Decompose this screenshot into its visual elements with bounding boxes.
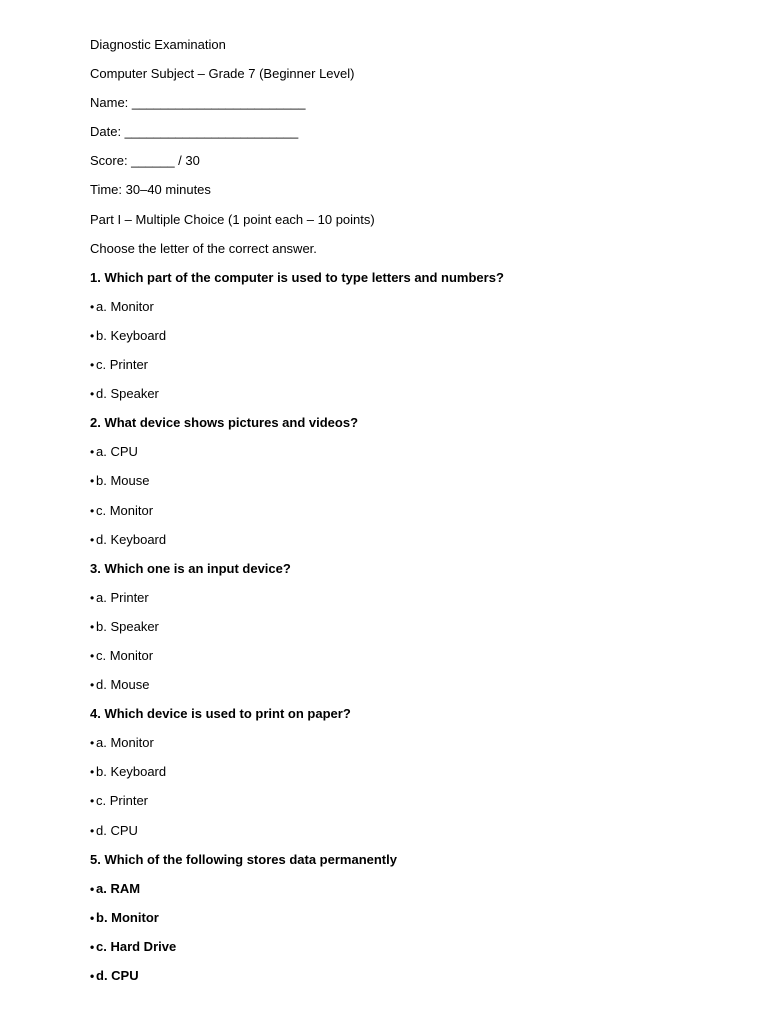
- q3-option-a: [90, 589, 730, 618]
- option-label: d. Speaker: [96, 386, 159, 402]
- q3-option-b: [90, 618, 730, 647]
- name-line: Name: ________________________: [90, 95, 306, 111]
- bullet-icon: •: [90, 358, 95, 373]
- option-label: c. Monitor: [96, 647, 154, 663]
- q3-option-c: [90, 647, 730, 676]
- q5-option-d: [90, 967, 730, 996]
- q4-option-d: [90, 822, 730, 851]
- bullet-icon: •: [90, 474, 95, 489]
- option-label: c. Hard Drive: [96, 938, 177, 954]
- option-label: d. CPU: [96, 968, 139, 983]
- option-label: a. Printer: [96, 589, 149, 605]
- option-label: c. Monitor: [96, 502, 154, 518]
- question-2: 2. What device shows pictures and videos?: [90, 415, 359, 431]
- bullet-icon: •: [90, 765, 95, 780]
- option-label: b. Keyboard: [96, 764, 167, 780]
- option-label: b. Monitor: [96, 909, 159, 925]
- exam-subject: Computer Subject – Grade 7 (Beginner Level): [90, 66, 355, 82]
- q4-option-a: [90, 734, 730, 763]
- exam-page: [90, 36, 730, 996]
- bullet-icon: •: [90, 736, 95, 751]
- bullet-icon: •: [90, 590, 95, 605]
- q2-option-a: [90, 443, 730, 472]
- q2-option-c: [90, 502, 730, 531]
- option-label: a. Monitor: [96, 735, 154, 751]
- date-line: Date: ________________________: [90, 124, 299, 140]
- bullet-icon: •: [90, 823, 95, 838]
- bullet-icon: •: [90, 619, 95, 634]
- time-line: Time: 30–40 minutes: [90, 182, 211, 198]
- option-label: b. Keyboard: [96, 327, 167, 343]
- bullet-icon: •: [90, 328, 95, 343]
- option-label: c. Printer: [96, 793, 149, 809]
- option-label: b. Mouse: [96, 473, 150, 489]
- exam-title: Diagnostic Examination: [90, 37, 226, 52]
- part1-instruction: Choose the letter of the correct answer.: [90, 240, 317, 256]
- question-5: 5. Which of the following stores data permanently: [90, 851, 397, 867]
- bullet-icon: •: [90, 445, 95, 460]
- q1-option-a: [90, 298, 730, 327]
- option-label: a. Monitor: [96, 298, 154, 314]
- option-label: c. Printer: [96, 357, 149, 373]
- q1-option-d: [90, 385, 730, 414]
- part1-title: Part I – Multiple Choice (1 point each – 10 points): [90, 211, 375, 227]
- option-label: d. Mouse: [96, 677, 150, 693]
- q5-option-a: [90, 880, 730, 909]
- q5-option-c: [90, 938, 730, 967]
- question-3: 3. Which one is an input device?: [90, 560, 291, 576]
- option-label: a. CPU: [96, 444, 138, 460]
- bullet-icon: •: [90, 532, 95, 547]
- q5-option-b: [90, 909, 730, 938]
- q4-option-b: [90, 763, 730, 792]
- option-label: b. Speaker: [96, 618, 159, 634]
- bullet-icon: •: [90, 969, 95, 983]
- q3-option-d: [90, 676, 730, 705]
- question-4: 4. Which device is used to print on paper?: [90, 706, 351, 722]
- q2-option-d: [90, 531, 730, 560]
- option-label: d. CPU: [96, 822, 138, 838]
- bullet-icon: •: [90, 503, 95, 518]
- q1-option-b: [90, 327, 730, 356]
- score-line: Score: ______ / 30: [90, 153, 200, 169]
- bullet-icon: •: [90, 881, 95, 896]
- bullet-icon: •: [90, 678, 95, 693]
- q4-option-c: [90, 792, 730, 821]
- question-1: 1. Which part of the computer is used to type letters and numbers?: [90, 269, 504, 285]
- q1-option-c: [90, 356, 730, 385]
- bullet-icon: •: [90, 939, 95, 954]
- option-label: d. Keyboard: [96, 531, 167, 547]
- bullet-icon: •: [90, 794, 95, 809]
- bullet-icon: •: [90, 387, 95, 402]
- bullet-icon: •: [90, 910, 95, 925]
- option-label: a. RAM: [96, 880, 141, 896]
- q2-option-b: [90, 472, 730, 501]
- bullet-icon: •: [90, 299, 95, 314]
- bullet-icon: •: [90, 648, 95, 663]
